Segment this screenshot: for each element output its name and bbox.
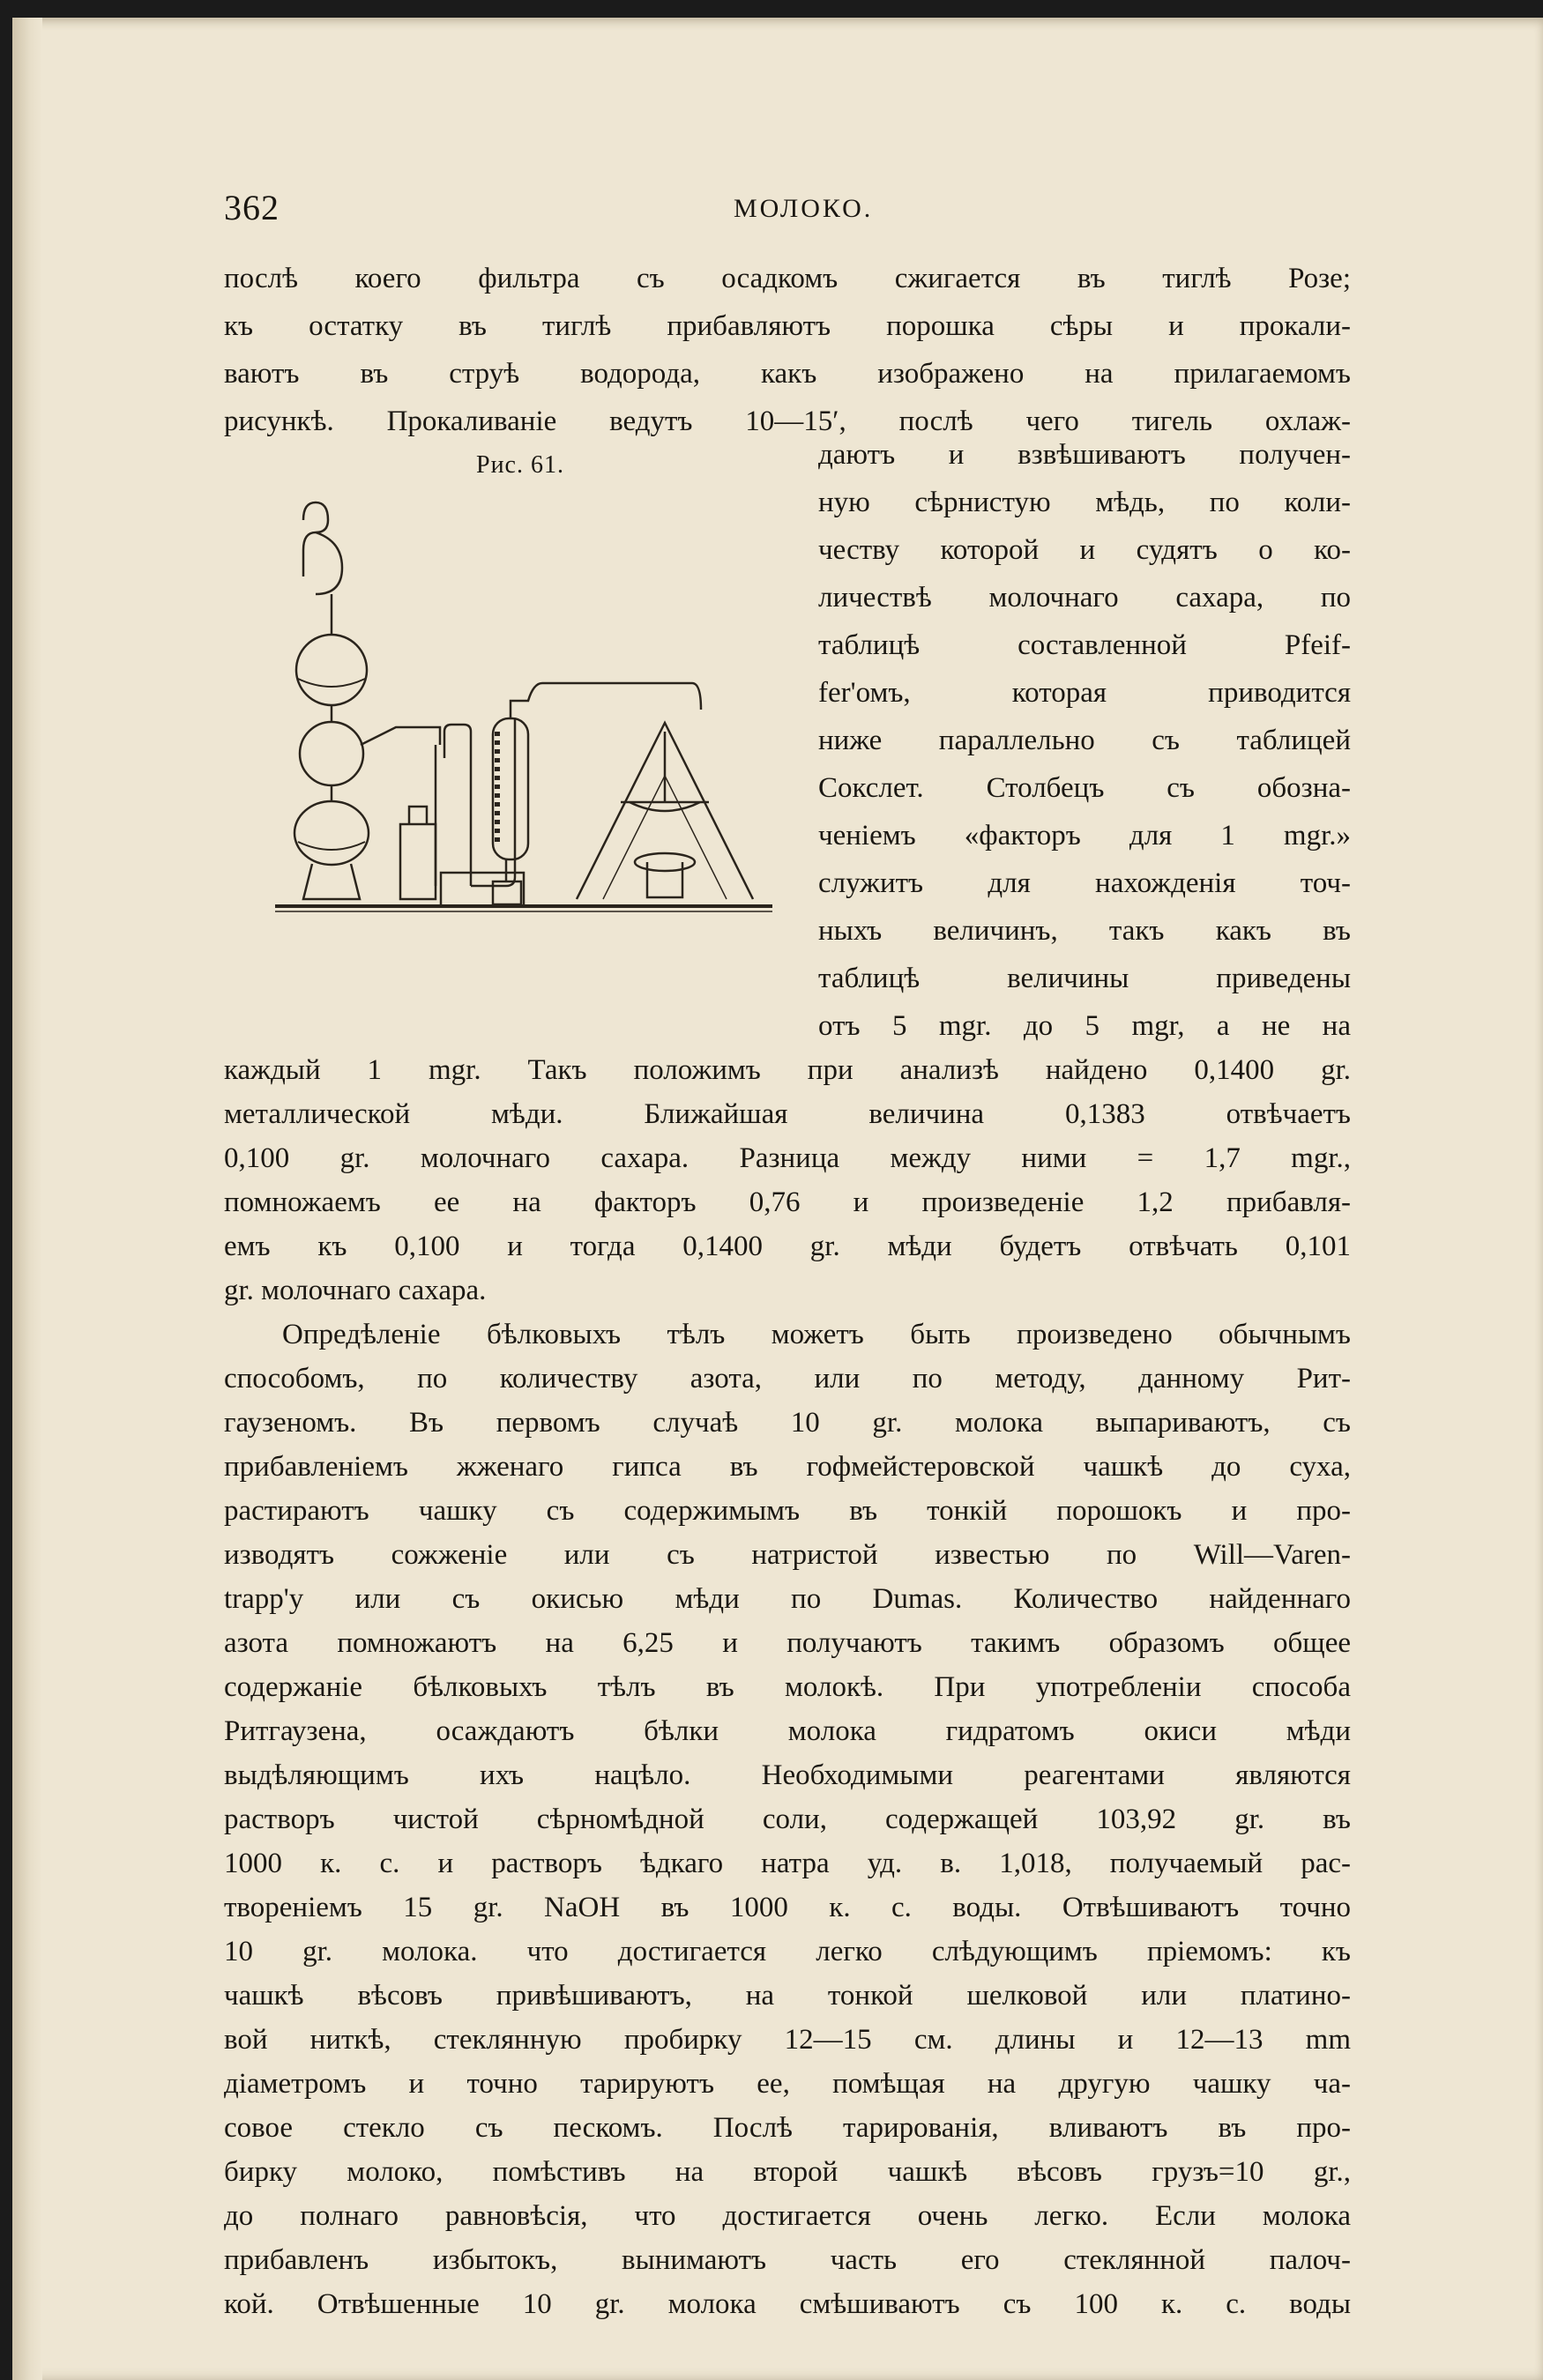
text-line: помножаемъ ее на факторъ 0,76 и произведеніе 1,2 прибавля- bbox=[224, 1186, 1351, 1218]
page-header bbox=[224, 187, 1353, 240]
text-line: служитъ для нахожденія точ- bbox=[818, 867, 1351, 899]
text-line: ваютъ въ струѣ водорода, какъ изображено на прилагаемомъ bbox=[224, 358, 1351, 390]
text-line: растираютъ чашку съ содержимымъ въ тонкій порошокъ и про- bbox=[224, 1495, 1351, 1527]
text-line: прибавленъ избытокъ, вынимаютъ часть его стеклянной палоч- bbox=[224, 2244, 1351, 2276]
text-line: металлической мѣди. Ближайшая величина 0,1383 отвѣчаетъ bbox=[224, 1098, 1351, 1130]
text-line: твореніемъ 15 gr. NaOH въ 1000 к. с. воды. Отвѣшиваютъ точно bbox=[224, 1892, 1351, 1923]
text-line: къ остатку въ тиглѣ прибавляютъ порошка сѣры и прокали- bbox=[224, 310, 1351, 342]
text-line: gr. молочнаго сахара. bbox=[224, 1275, 487, 1306]
text-line: прибавленіемъ жженаго гипса въ гофмейстеровской чашкѣ до суха, bbox=[224, 1451, 1351, 1483]
text-line: совое стекло съ пескомъ. Послѣ тарированія, вливаютъ въ про- bbox=[224, 2112, 1351, 2144]
text-line: ныхъ величинъ, такъ какъ въ bbox=[818, 915, 1351, 947]
text-line: гаузеномъ. Въ первомъ случаѣ 10 gr. молока выпариваютъ, съ bbox=[224, 1407, 1351, 1439]
text-line: ченіемъ «факторъ для 1 mgr.» bbox=[818, 820, 1351, 852]
text-line: бирку молоко, помѣстивъ на второй чашкѣ вѣсовъ грузъ=10 gr., bbox=[224, 2156, 1351, 2188]
text-line: изводятъ сожженіе или съ натристой известью по Will—Varen- bbox=[224, 1539, 1351, 1571]
text-line: 0,100 gr. молочнаго сахара. Разница между ними = 1,7 mgr., bbox=[224, 1142, 1351, 1174]
text-line: таблицѣ величины приведены bbox=[818, 963, 1351, 994]
text-line: послѣ коего фильтра съ осадкомъ сжигается въ тиглѣ Розе; bbox=[224, 263, 1351, 294]
text-line: емъ къ 0,100 и тогда 0,1400 gr. мѣди будетъ отвѣчать 0,101 bbox=[224, 1231, 1351, 1262]
page-gutter bbox=[12, 18, 42, 2380]
text-line: trapp'у или съ окисью мѣди по Dumas. Количество найденнаго bbox=[224, 1583, 1351, 1615]
text-line: до полнаго равновѣсія, что достигается очень легко. Если молока bbox=[224, 2200, 1351, 2232]
text-line: 10 gr. молока. что достигается легко слѣдующимъ пріемомъ: къ bbox=[224, 1936, 1351, 1967]
text-line: растворъ чистой сѣрномѣдной соли, содержащей 103,92 gr. въ bbox=[224, 1804, 1351, 1835]
text-line: содержаніе бѣлковыхъ тѣлъ въ молокѣ. При употребленіи способа bbox=[224, 1671, 1351, 1703]
text-line: рисункѣ. Прокаливаніе ведутъ 10—15′, послѣ чего тигель охлаж- bbox=[224, 405, 1351, 437]
text-line: выдѣляющимъ ихъ нацѣло. Необходимыми реагентами являются bbox=[224, 1759, 1351, 1791]
text-line: ную сѣрнистую мѣдь, по коли- bbox=[818, 487, 1351, 518]
text-line: кой. Отвѣшенные 10 gr. молока смѣшиваютъ съ 100 к. с. воды bbox=[224, 2288, 1351, 2320]
page-number: 362 bbox=[224, 188, 280, 227]
text-line: честву которой и судятъ о ко- bbox=[818, 534, 1351, 566]
figure-apparatus bbox=[268, 494, 779, 934]
text-line: ниже параллельно съ таблицей bbox=[818, 725, 1351, 756]
text-line: чашкѣ вѣсовъ привѣшиваютъ, на тонкой шелковой или платино- bbox=[224, 1980, 1351, 2012]
text-line: вой ниткѣ, стеклянную пробирку 12—15 см. длины и 12—13 mm bbox=[224, 2024, 1351, 2056]
figure-caption: Рис. 61. bbox=[476, 451, 564, 479]
text-line: отъ 5 mgr. до 5 mgr, а не на bbox=[818, 1010, 1351, 1042]
text-line: Сокслет. Столбецъ съ обозна- bbox=[818, 772, 1351, 804]
text-line: каждый 1 mgr. Такъ положимъ при анализѣ найдено 0,1400 gr. bbox=[224, 1054, 1351, 1086]
text-line: даютъ и взвѣшиваютъ получен- bbox=[818, 439, 1351, 471]
text-line: 1000 к. с. и растворъ ѣдкаго натра уд. в. 1,018, получаемый рас- bbox=[224, 1848, 1351, 1879]
text-line: діаметромъ и точно тарируютъ ее, помѣщая на другую чашку ча- bbox=[224, 2068, 1351, 2100]
text-line: таблицѣ составленной Pfeif- bbox=[818, 629, 1351, 661]
text-line: личествѣ молочнаго сахара, по bbox=[818, 582, 1351, 614]
apparatus-illustration bbox=[268, 494, 779, 934]
text-line: fer'омъ, которая приводится bbox=[818, 677, 1351, 709]
text-line: Ритгаузена, осаждаютъ бѣлки молока гидратомъ окиси мѣди bbox=[224, 1715, 1351, 1747]
running-title: МОЛОКО. bbox=[734, 194, 874, 223]
text-line: способомъ, по количеству азота, или по методу, данному Рит- bbox=[224, 1363, 1351, 1395]
text-line: азота помножаютъ на 6,25 и получаютъ такимъ образомъ общее bbox=[224, 1627, 1351, 1659]
section-heading-line: Опредѣленіе бѣлковыхъ тѣлъ можетъ быть произведено обычнымъ bbox=[282, 1319, 1351, 1350]
